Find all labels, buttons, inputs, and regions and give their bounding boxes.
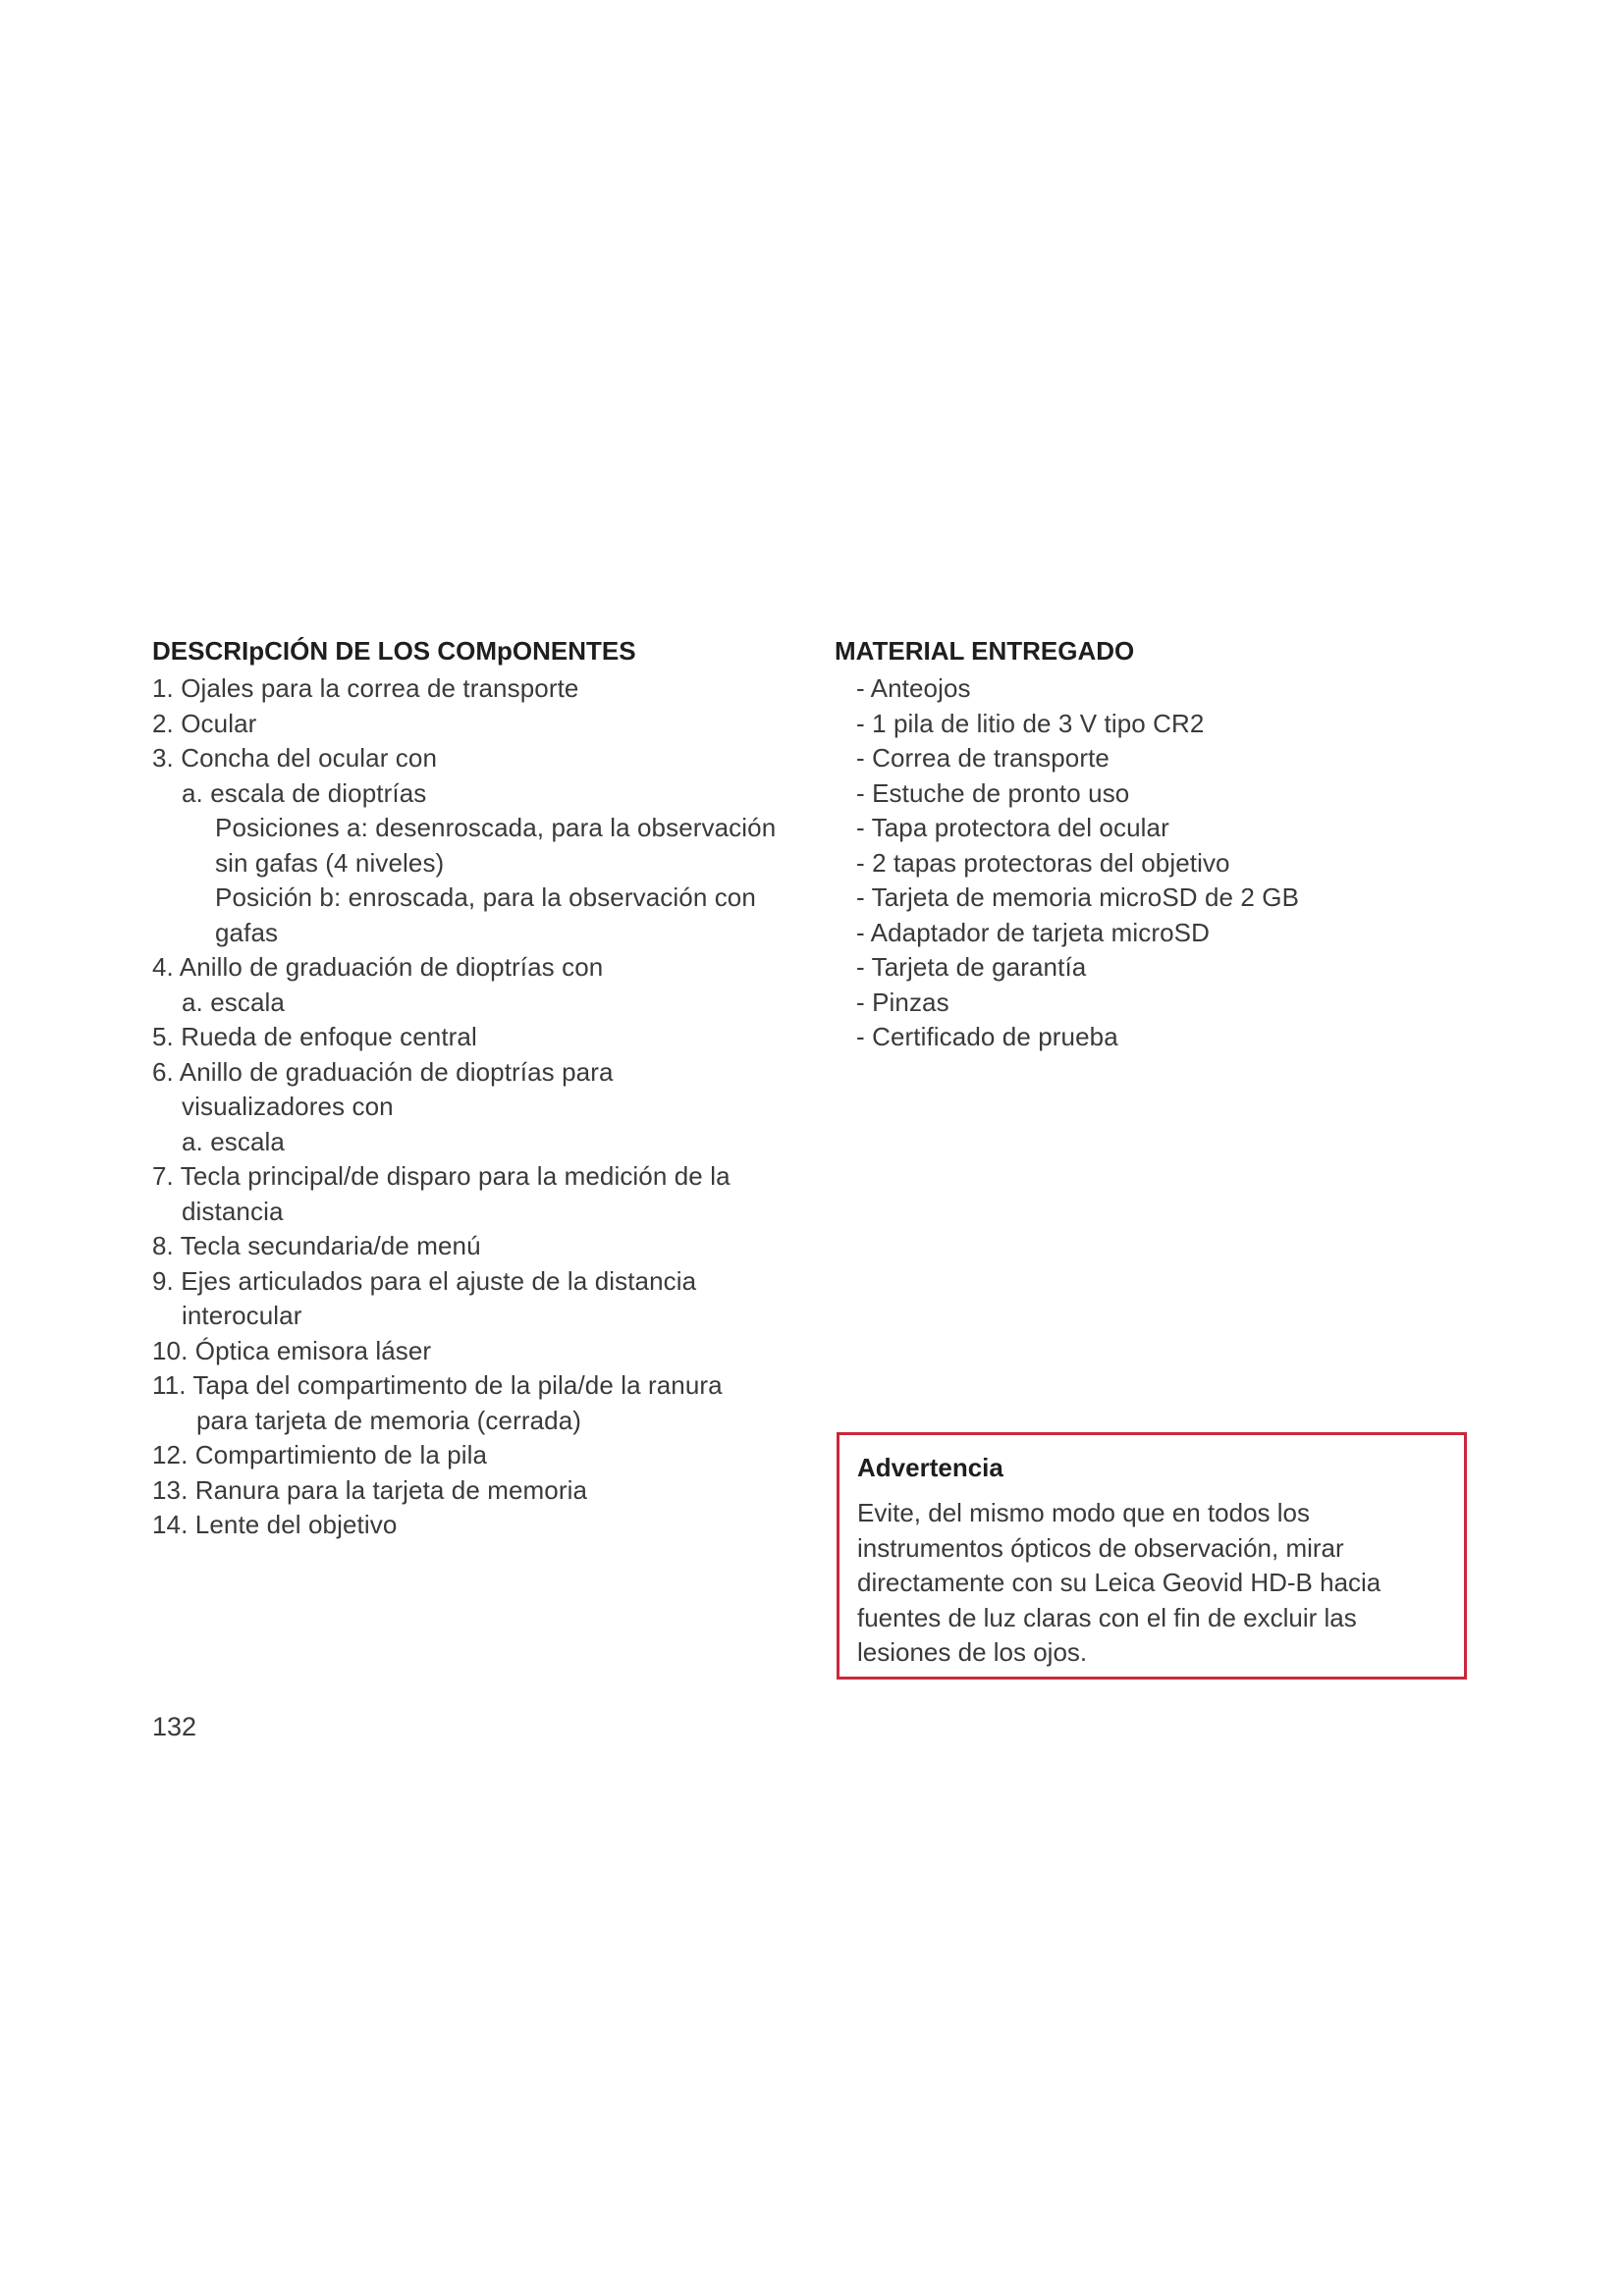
page-number: 132 bbox=[152, 1712, 197, 1741]
warning-line: instrumentos ópticos de observación, mirar bbox=[857, 1532, 1344, 1563]
component-line: visualizadores con bbox=[182, 1092, 394, 1121]
component-line: 4. Anillo de graduación de dioptrías con bbox=[152, 952, 604, 982]
component-line: 3. Concha del ocular con bbox=[152, 743, 438, 773]
delivery-item: - 1 pila de litio de 3 V tipo CR2 bbox=[856, 708, 1205, 738]
component-line: a. escala bbox=[182, 987, 285, 1017]
component-line: a. escala bbox=[182, 1126, 285, 1156]
delivery-heading: MATERIAL ENTREGADO bbox=[835, 636, 1135, 666]
warning-box bbox=[837, 1432, 1467, 1680]
delivery-item: - Correa de transporte bbox=[856, 743, 1110, 773]
delivery-item: - Pinzas bbox=[856, 987, 949, 1017]
component-line: para tarjeta de memoria (cerrada) bbox=[196, 1405, 582, 1435]
delivery-item: - Estuche de pronto uso bbox=[856, 777, 1130, 808]
component-line: 10. Óptica emisora láser bbox=[152, 1335, 432, 1365]
component-line: sin gafas (4 niveles) bbox=[215, 847, 445, 878]
delivery-item: - Anteojos bbox=[856, 673, 971, 703]
component-line: 11. Tapa del compartimento de la pila/de la ranura bbox=[152, 1370, 723, 1400]
delivery-item: - 2 tapas protectoras del objetivo bbox=[856, 847, 1230, 878]
delivery-item: - Tarjeta de garantía bbox=[856, 952, 1087, 982]
component-line: Posiciones a: desenroscada, para la observación bbox=[215, 813, 777, 842]
warning-text bbox=[857, 1496, 1446, 1671]
component-line: 9. Ejes articulados para el ajuste de la distancia bbox=[152, 1265, 697, 1296]
delivery-item: - Tarjeta de memoria microSD de 2 GB bbox=[856, 882, 1300, 912]
component-line: 8. Tecla secundaria/de menú bbox=[152, 1231, 481, 1260]
component-line: a. escala de dioptrías bbox=[182, 777, 427, 808]
component-line: 6. Anillo de graduación de dioptrías para bbox=[152, 1056, 614, 1087]
component-line: 5. Rueda de enfoque central bbox=[152, 1022, 477, 1051]
warning-line: directamente con su Leica Geovid HD-B hacia bbox=[857, 1568, 1381, 1597]
component-line: 7. Tecla principal/de disparo para la medición de la bbox=[152, 1161, 731, 1191]
component-line: interocular bbox=[182, 1301, 302, 1330]
component-line: 12. Compartimiento de la pila bbox=[152, 1440, 488, 1469]
warning-title: Advertencia bbox=[857, 1453, 1003, 1482]
component-line: 1. Ojales para la correa de transporte bbox=[152, 673, 579, 703]
delivery-item: - Tapa protectora del ocular bbox=[856, 813, 1169, 842]
components-section bbox=[152, 634, 800, 1543]
warning-line: fuentes de luz claras con el fin de excluir las bbox=[857, 1602, 1357, 1632]
component-line: distancia bbox=[182, 1196, 284, 1226]
component-line: gafas bbox=[215, 917, 279, 947]
warning-line: lesiones de los ojos. bbox=[857, 1637, 1088, 1667]
component-line: 2. Ocular bbox=[152, 708, 257, 738]
components-heading: DESCRIpCIÓN DE LOS COMpONENTES bbox=[152, 636, 636, 666]
component-line: Posición b: enroscada, para la observación con bbox=[215, 882, 756, 912]
delivery-item: - Adaptador de tarjeta microSD bbox=[856, 917, 1210, 947]
delivery-list bbox=[835, 671, 1483, 1055]
components-list bbox=[152, 671, 800, 1543]
warning-line: Evite, del mismo modo que en todos los bbox=[857, 1498, 1311, 1527]
component-line: 13. Ranura para la tarjeta de memoria bbox=[152, 1474, 588, 1505]
delivery-item: - Certificado de prueba bbox=[856, 1022, 1118, 1051]
delivery-section bbox=[835, 634, 1483, 1055]
component-line: 14. Lente del objetivo bbox=[152, 1510, 398, 1539]
